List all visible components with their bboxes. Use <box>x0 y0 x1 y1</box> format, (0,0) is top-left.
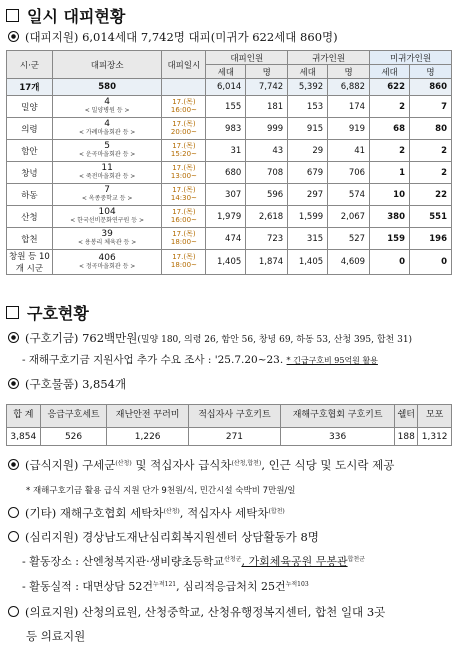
region-cell: 산청 <box>7 206 53 228</box>
table-row <box>7 250 452 275</box>
relief-goods <box>8 376 126 392</box>
section2-title-text: 구호현황 <box>27 304 89 323</box>
evac-people-cell: 1,874 <box>246 250 288 275</box>
return-people-cell: 41 <box>328 140 370 162</box>
region-cell: 밀양 <box>7 96 53 118</box>
relief-fund <box>8 330 412 346</box>
place-cell <box>52 140 162 162</box>
notret-hh-cell: 2 <box>370 140 410 162</box>
col-date: 대피일시 <box>162 51 206 79</box>
table-row <box>7 140 452 162</box>
return-hh-cell: 315 <box>288 228 328 250</box>
evac-summary-text: (대피지원) 6,014세대 7,742명 대피(미귀가 622세대 860명) <box>25 30 338 44</box>
table-row <box>7 162 452 184</box>
region-cell: 함안 <box>7 140 53 162</box>
return-people-cell: 4,609 <box>328 250 370 275</box>
place-count: 4 <box>104 119 110 130</box>
col-notreturned: 미귀가인원 <box>370 51 452 65</box>
col-evac-hh: 세대 <box>206 65 246 79</box>
evacuation-table <box>6 50 452 275</box>
circle-bullet-icon <box>8 507 19 518</box>
date-day: 17.(목) <box>172 253 196 262</box>
goods-header-cell: 쉘터 <box>395 405 418 428</box>
goods-header-cell: 합 계 <box>7 405 41 428</box>
date-day: 17.(목) <box>172 141 196 150</box>
goods-value-cell: 1,312 <box>418 428 452 446</box>
date-time: 13:00~ <box>170 171 197 180</box>
total-row <box>7 79 452 96</box>
total-place: 580 <box>52 79 162 96</box>
goods-header-cell: 모포 <box>418 405 452 428</box>
other-sup1: (산청) <box>163 508 180 515</box>
date-cell <box>162 206 206 228</box>
relief-goods-table <box>6 404 452 446</box>
evac-hh-cell: 155 <box>206 96 246 118</box>
date-cell <box>162 184 206 206</box>
psych-support <box>8 529 319 545</box>
total-notret-people: 860 <box>410 79 452 96</box>
place-count: 4 <box>104 97 110 108</box>
col-evac: 대피인원 <box>206 51 288 65</box>
notret-hh-cell: 0 <box>370 250 410 275</box>
total-evac-people: 7,742 <box>246 79 288 96</box>
place-cell <box>52 162 162 184</box>
notret-hh-cell: 68 <box>370 118 410 140</box>
circle-bullet-icon <box>8 606 19 617</box>
checkbox-square-icon <box>6 9 19 22</box>
date-day: 17.(목) <box>172 207 196 216</box>
relief-fund-sub-text: - 재해구호기금 지원사업 추가 수요 조사 : '25.7.20~23. <box>22 354 284 366</box>
goods-header-cell: 응급구호세트 <box>40 405 107 428</box>
section2-title <box>6 301 89 324</box>
notret-people-cell: 80 <box>410 118 452 140</box>
evac-hh-cell: 474 <box>206 228 246 250</box>
goods-value-cell: 336 <box>281 428 395 446</box>
goods-value-row <box>7 428 452 446</box>
evac-people-cell: 2,618 <box>246 206 288 228</box>
place-count: 39 <box>101 229 113 240</box>
circle-bullet-icon <box>8 378 19 389</box>
psych-place-sup2: 합천군 <box>347 556 365 563</box>
psych-place <box>22 553 365 569</box>
checkbox-square-icon <box>6 306 19 319</box>
psych-place-sup1: 산청군 <box>224 556 242 563</box>
return-people-cell: 706 <box>328 162 370 184</box>
place-cell <box>52 228 162 250</box>
meal-mid: 및 적십자사 급식차 <box>131 458 232 472</box>
goods-value-cell: 271 <box>188 428 280 446</box>
place-name: < 옥종중학교 등 > <box>81 195 133 203</box>
return-hh-cell: 679 <box>288 162 328 184</box>
goods-header-row <box>7 405 452 428</box>
region-cell: 창원 등 10개 시군 <box>7 250 53 275</box>
table-row <box>7 228 452 250</box>
other-mid: , 적십자사 세탁차 <box>179 506 269 520</box>
section1-title <box>6 4 125 27</box>
date-cell <box>162 228 206 250</box>
place-count: 11 <box>101 163 113 174</box>
goods-header-cell: 재해구호협회 구호키트 <box>281 405 395 428</box>
date-time: 20:00~ <box>170 127 197 136</box>
evac-people-cell: 723 <box>246 228 288 250</box>
col-notret-people: 명 <box>410 65 452 79</box>
date-day: 17.(목) <box>172 119 196 128</box>
region-cell: 하동 <box>7 184 53 206</box>
relief-fund-sub <box>22 352 378 367</box>
date-cell <box>162 162 206 184</box>
psych-result <box>22 578 309 594</box>
evac-hh-cell: 680 <box>206 162 246 184</box>
table-row <box>7 206 452 228</box>
date-day: 17.(목) <box>172 229 196 238</box>
meal-text: (급식지원) 구세군 <box>25 458 116 472</box>
relief-fund-note: * 긴급구호비 95억원 활용 <box>286 356 378 365</box>
meal-note: * 재해구호기금 활용 급식 지원 단가 9천원/식, 민간시설 숙박비 7만원/일 <box>26 486 296 496</box>
goods-value-cell: 526 <box>40 428 107 446</box>
place-name: < 가례마을회관 등 > <box>78 129 136 137</box>
evac-hh-cell: 1,979 <box>206 206 246 228</box>
circle-bullet-icon <box>8 459 19 470</box>
notret-people-cell: 0 <box>410 250 452 275</box>
region-cell: 창녕 <box>7 162 53 184</box>
col-place: 대피장소 <box>52 51 162 79</box>
evac-hh-cell: 31 <box>206 140 246 162</box>
medical-support-2: 등 의료지원 <box>26 629 86 643</box>
place-name: < 밀양병원 등 > <box>84 107 130 115</box>
medical-support <box>8 604 385 620</box>
date-day: 17.(목) <box>172 163 196 172</box>
col-return-hh: 세대 <box>288 65 328 79</box>
return-hh-cell: 915 <box>288 118 328 140</box>
return-hh-cell: 1,599 <box>288 206 328 228</box>
table-row <box>7 96 452 118</box>
total-evac-hh: 6,014 <box>206 79 246 96</box>
notret-people-cell: 2 <box>410 140 452 162</box>
notret-people-cell: 7 <box>410 96 452 118</box>
date-time: 15:20~ <box>170 149 197 158</box>
goods-header-cell: 재난안전 꾸러미 <box>107 405 188 428</box>
evac-people-cell: 999 <box>246 118 288 140</box>
meal-support <box>8 457 394 473</box>
evac-people-cell: 181 <box>246 96 288 118</box>
relief-goods-text: (구호물품) 3,854개 <box>25 377 127 391</box>
table-row <box>7 184 452 206</box>
date-cell <box>162 250 206 275</box>
date-day: 17.(목) <box>172 97 196 106</box>
notret-hh-cell: 159 <box>370 228 410 250</box>
return-hh-cell: 297 <box>288 184 328 206</box>
col-return-people: 명 <box>328 65 370 79</box>
notret-people-cell: 196 <box>410 228 452 250</box>
place-cell <box>52 206 162 228</box>
psych-place-text: - 활동장소 : 산엔청복지관·생비량초등학교 <box>22 555 225 568</box>
return-people-cell: 919 <box>328 118 370 140</box>
date-time: 18:00~ <box>170 237 197 246</box>
evac-people-cell: 596 <box>246 184 288 206</box>
evac-people-cell: 708 <box>246 162 288 184</box>
region-cell: 의령 <box>7 118 53 140</box>
col-region: 시·군 <box>7 51 53 79</box>
col-notret-hh: 세대 <box>370 65 410 79</box>
date-time: 14:30~ <box>170 193 197 202</box>
return-people-cell: 2,067 <box>328 206 370 228</box>
relief-fund-detail: (밀양 180, 의령 26, 함안 56, 창녕 69, 하동 53, 산청 395, 합천 31) <box>137 335 413 345</box>
psych-result-text: - 활동실적 : 대면상담 52건 <box>22 580 154 593</box>
circle-bullet-icon <box>8 332 19 343</box>
other-text: (기타) 재해구호협회 세탁차 <box>25 506 164 520</box>
date-time: 18:00~ <box>170 261 197 269</box>
medical-text: (의료지원) 산청의료원, 산청중학교, 산청유행정복지센터, 합천 일대 3곳 <box>25 605 386 619</box>
total-notret-hh: 622 <box>370 79 410 96</box>
date-time: 16:00~ <box>170 215 197 224</box>
notret-people-cell: 22 <box>410 184 452 206</box>
place-name: < 운곡마을회관 등 > <box>78 151 136 159</box>
place-count: 104 <box>98 207 116 218</box>
place-name: < 한국선비문화연구원 등 > <box>70 217 144 225</box>
notret-hh-cell: 10 <box>370 184 410 206</box>
place-name: < 용봉리 체육관 등 > <box>78 239 137 247</box>
relief-fund-text: (구호기금) 762백만원 <box>25 331 138 345</box>
goods-header-cell: 적십자사 구호키트 <box>188 405 280 428</box>
return-people-cell: 527 <box>328 228 370 250</box>
notret-people-cell: 551 <box>410 206 452 228</box>
place-cell <box>52 250 162 275</box>
place-cell <box>52 184 162 206</box>
col-evac-people: 명 <box>246 65 288 79</box>
date-cell <box>162 96 206 118</box>
notret-people-cell: 2 <box>410 162 452 184</box>
place-name: < 정곡마을회관 등 > <box>78 262 136 270</box>
region-cell: 합천 <box>7 228 53 250</box>
meal-sup2: (산청,합천) <box>231 460 262 467</box>
goods-value-cell: 3,854 <box>7 428 41 446</box>
return-hh-cell: 153 <box>288 96 328 118</box>
psych-result-sup2: 누적103 <box>285 581 309 588</box>
evac-hh-cell: 1,405 <box>206 250 246 275</box>
evac-summary <box>8 29 338 45</box>
circle-bullet-icon <box>8 31 19 42</box>
return-people-cell: 174 <box>328 96 370 118</box>
goods-value-cell: 188 <box>395 428 418 446</box>
psych-text: (심리지원) 경상남도재난심리회복지원센터 상담활동가 8명 <box>25 530 319 544</box>
table-row <box>7 118 452 140</box>
notret-hh-cell: 1 <box>370 162 410 184</box>
return-hh-cell: 1,405 <box>288 250 328 275</box>
total-region: 17개 <box>7 79 53 96</box>
place-cell <box>52 96 162 118</box>
other-sup2: (합천) <box>268 508 285 515</box>
place-count: 406 <box>98 252 116 263</box>
date-time: 16:00~ <box>170 105 197 114</box>
section1-title-text: 일시 대피현황 <box>27 7 126 26</box>
meal-end: , 인근 식당 및 도시락 제공 <box>261 458 395 472</box>
evac-people-cell: 43 <box>246 140 288 162</box>
notret-hh-cell: 380 <box>370 206 410 228</box>
evac-hh-cell: 307 <box>206 184 246 206</box>
evac-hh-cell: 983 <box>206 118 246 140</box>
place-cell <box>52 118 162 140</box>
date-cell <box>162 140 206 162</box>
psych-place-mid: , 가회체육공원 무봉관 <box>241 555 348 568</box>
return-people-cell: 574 <box>328 184 370 206</box>
total-return-people: 6,882 <box>328 79 370 96</box>
place-count: 7 <box>104 185 110 196</box>
place-name: < 죽전마을회관 등 > <box>78 173 136 181</box>
total-date <box>162 79 206 96</box>
circle-bullet-icon <box>8 531 19 542</box>
date-day: 17.(목) <box>172 185 196 194</box>
col-return: 귀가인원 <box>288 51 370 65</box>
goods-value-cell: 1,226 <box>107 428 188 446</box>
place-count: 5 <box>104 141 110 152</box>
psych-result-sup1: 누적121 <box>153 581 177 588</box>
total-return-hh: 5,392 <box>288 79 328 96</box>
return-hh-cell: 29 <box>288 140 328 162</box>
notret-hh-cell: 2 <box>370 96 410 118</box>
other-support <box>8 505 285 521</box>
psych-result-mid: , 심리적응급처치 25건 <box>176 580 286 593</box>
date-cell <box>162 118 206 140</box>
meal-sup1: (산청) <box>115 460 132 467</box>
